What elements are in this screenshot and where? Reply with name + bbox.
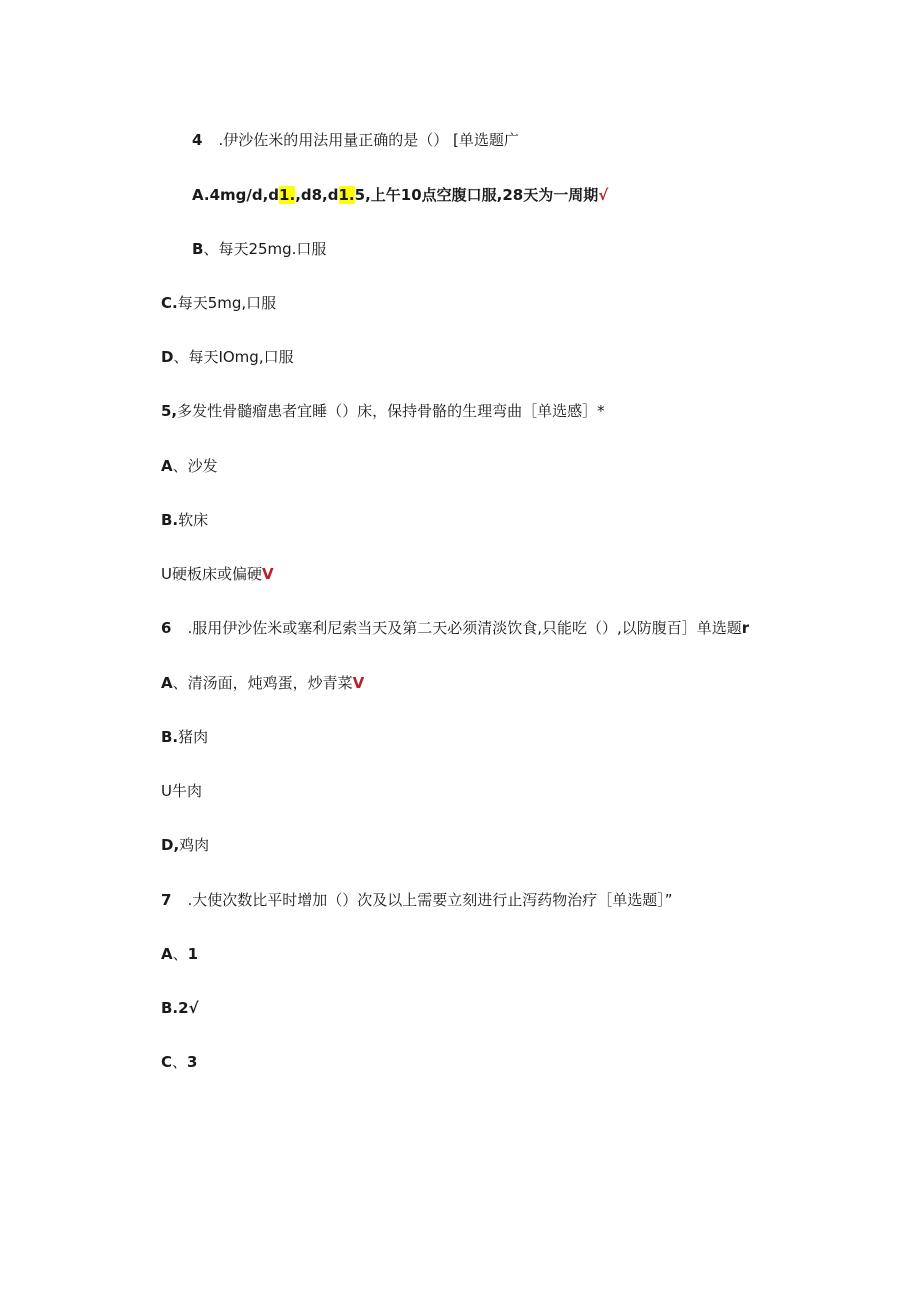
question-5	[161, 401, 605, 421]
option-text: U牛肉	[161, 782, 202, 800]
option-prefix: C.	[161, 294, 178, 312]
q6-option-c	[161, 781, 202, 801]
q4-option-c	[161, 293, 276, 313]
question-number: 7	[161, 891, 172, 909]
question-tail: r	[741, 619, 750, 637]
option-prefix: B	[192, 240, 204, 258]
question-text: .服用伊沙佐米或塞利尼索当天及第二天必须清淡饮食,只能吃（）,以防腹百］单选题	[187, 619, 742, 637]
option-separator: 、	[172, 1053, 188, 1071]
q6-option-d	[161, 835, 209, 855]
q5-option-a	[161, 456, 218, 476]
option-text-part: 5,上午10点空腹口服,28天为一周期	[354, 186, 599, 204]
option-text: 、每天25mg.口服	[203, 240, 327, 258]
q4-option-b	[192, 239, 326, 259]
option-separator: 、	[172, 945, 188, 963]
q4-option-a	[192, 185, 608, 205]
option-prefix: B.	[161, 511, 179, 529]
option-prefix: A	[161, 674, 173, 692]
option-prefix: C	[161, 1053, 173, 1071]
highlighted-text: 1.	[338, 186, 355, 204]
option-value: 3	[187, 1053, 198, 1071]
option-prefix: D,	[161, 836, 180, 854]
option-text: 、每天IOmg,口服	[173, 348, 294, 366]
option-text-part: ,d8,d	[295, 186, 339, 204]
highlighted-text: 1.	[279, 186, 296, 204]
q6-option-a	[161, 673, 364, 693]
q7-option-b	[161, 998, 199, 1018]
question-number: 4	[192, 131, 203, 149]
correct-check-mark: V	[261, 565, 274, 583]
option-text-part: A.4mg/d,d	[192, 186, 280, 204]
option-prefix: B.	[161, 728, 179, 746]
option-text: 鸡肉	[179, 836, 210, 854]
correct-check-mark: V	[352, 674, 365, 692]
q5-option-c	[161, 564, 274, 584]
option-text: 软床	[178, 511, 209, 529]
q5-option-b	[161, 510, 208, 530]
q4-option-d	[161, 347, 294, 367]
question-text: .大使次数比平时增加（）次及以上需要立刻进行止泻药物治疗［单选题］”	[187, 891, 673, 909]
question-number: 6	[161, 619, 172, 637]
q7-option-c	[161, 1052, 197, 1072]
correct-check-mark: √	[598, 186, 609, 204]
question-text: .伊沙佐米的用法用量正确的是（） [单选题广	[218, 131, 519, 149]
option-text: 猪肉	[178, 728, 209, 746]
question-7	[161, 890, 672, 910]
option-prefix: D	[161, 348, 174, 366]
question-4	[192, 130, 519, 150]
option-text: B.2√	[161, 999, 199, 1017]
question-number: 5,	[161, 402, 178, 420]
option-prefix: A	[161, 457, 173, 475]
option-text: 每天5mg,口服	[177, 294, 277, 312]
question-text: 多发性骨髓瘤患者宜睡（）床，保持骨骼的生理弯曲［单选感］*	[177, 402, 605, 420]
option-prefix: A	[161, 945, 173, 963]
option-text: 、清汤面，炖鸡蛋，炒青菜	[172, 674, 353, 692]
option-text: 、沙发	[172, 457, 218, 475]
q6-option-b	[161, 727, 208, 747]
option-text: U硬板床或偏硬	[161, 565, 262, 583]
question-6	[161, 618, 749, 638]
q7-option-a	[161, 944, 198, 964]
option-value: 1	[187, 945, 199, 963]
